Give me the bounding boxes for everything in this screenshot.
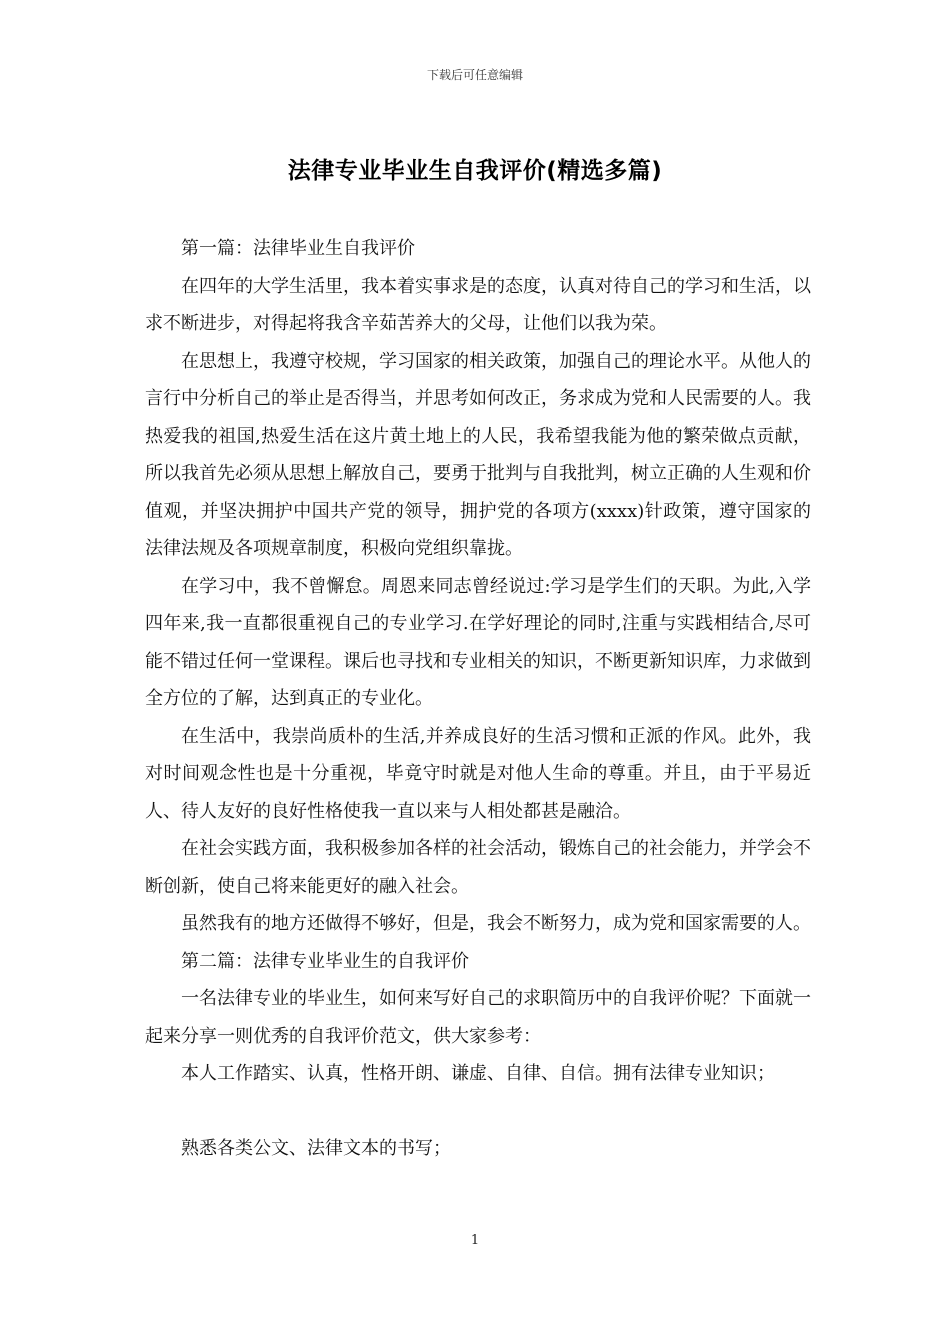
body-paragraph: 在四年的大学生活里，我本着实事求是的态度，认真对待自己的学习和生活，以求不断进步，对得起将我含辛茹苦养大的父母，让他们以我为荣。 — [145, 275, 811, 334]
document-body — [145, 230, 811, 1167]
header-note: 下载后可任意编辑 — [426, 68, 523, 82]
body-paragraph: 本人工作踏实、认真，性格开朗、谦虚、自律、自信。拥有法律专业知识； — [181, 1063, 775, 1084]
body-paragraph: 在思想上，我遵守校规，学习国家的相关政策，加强自己的理论水平。从他人的言行中分析自己的举止是否得当，并思考如何改正，务求成为党和人民需要的人。我热爱我的祖国,热爱生活在这片黄土地上的人民，我希望我能为他的繁荣做点贡献，所以我首先必须从思想上解放自己，要勇于批判与自我批判，树立正确的人生观和价值观，并坚决拥护中国共产党的领导，拥护党的各项方(xxxx)针政策，遵守国家的法律法规及各项规章制度，积极向党组织靠拢。 — [145, 350, 811, 559]
body-paragraph: 熟悉各类公文、法律文本的书写； — [181, 1137, 451, 1159]
section-heading: 第二篇：法律专业毕业生的自我评价 — [181, 950, 469, 972]
body-paragraph: 在学习中，我不曾懈怠。周恩来同志曾经说过:学习是学生们的天职。为此,入学四年来,我一直都很重视自己的专业学习.在学好理论的同时,注重与实践相结合,尽可能不错过任何一堂课程。课后也寻找和专业相关的知识，不断更新知识库，力求做到全方位的了解，达到真正的专业化。 — [145, 575, 811, 709]
section-heading: 第一篇：法律毕业生自我评价 — [181, 238, 415, 259]
body-paragraph: 一名法律专业的毕业生，如何来写好自己的求职简历中的自我评价呢？下面就一起来分享一则优秀的自我评价范文，供大家参考： — [145, 988, 811, 1047]
body-paragraph: 在生活中，我崇尚质朴的生活,并养成良好的生活习惯和正派的作风。此外，我对时间观念性也是十分重视，毕竟守时就是对他人生命的尊重。并且，由于平易近人、待人友好的良好性格使我一直以来与人相处都甚是融洽。 — [145, 725, 811, 822]
body-paragraph: 在社会实践方面，我积极参加各样的社会活动，锻炼自己的社会能力，并学会不断创新，使自己将来能更好的融入社会。 — [145, 838, 811, 897]
body-paragraph: 虽然我有的地方还做得不够好，但是，我会不断努力，成为党和国家需要的人。 — [181, 913, 811, 934]
document-title: 法律专业毕业生自我评价(精选多篇) — [287, 158, 663, 184]
page-number: 1 — [470, 1233, 480, 1248]
